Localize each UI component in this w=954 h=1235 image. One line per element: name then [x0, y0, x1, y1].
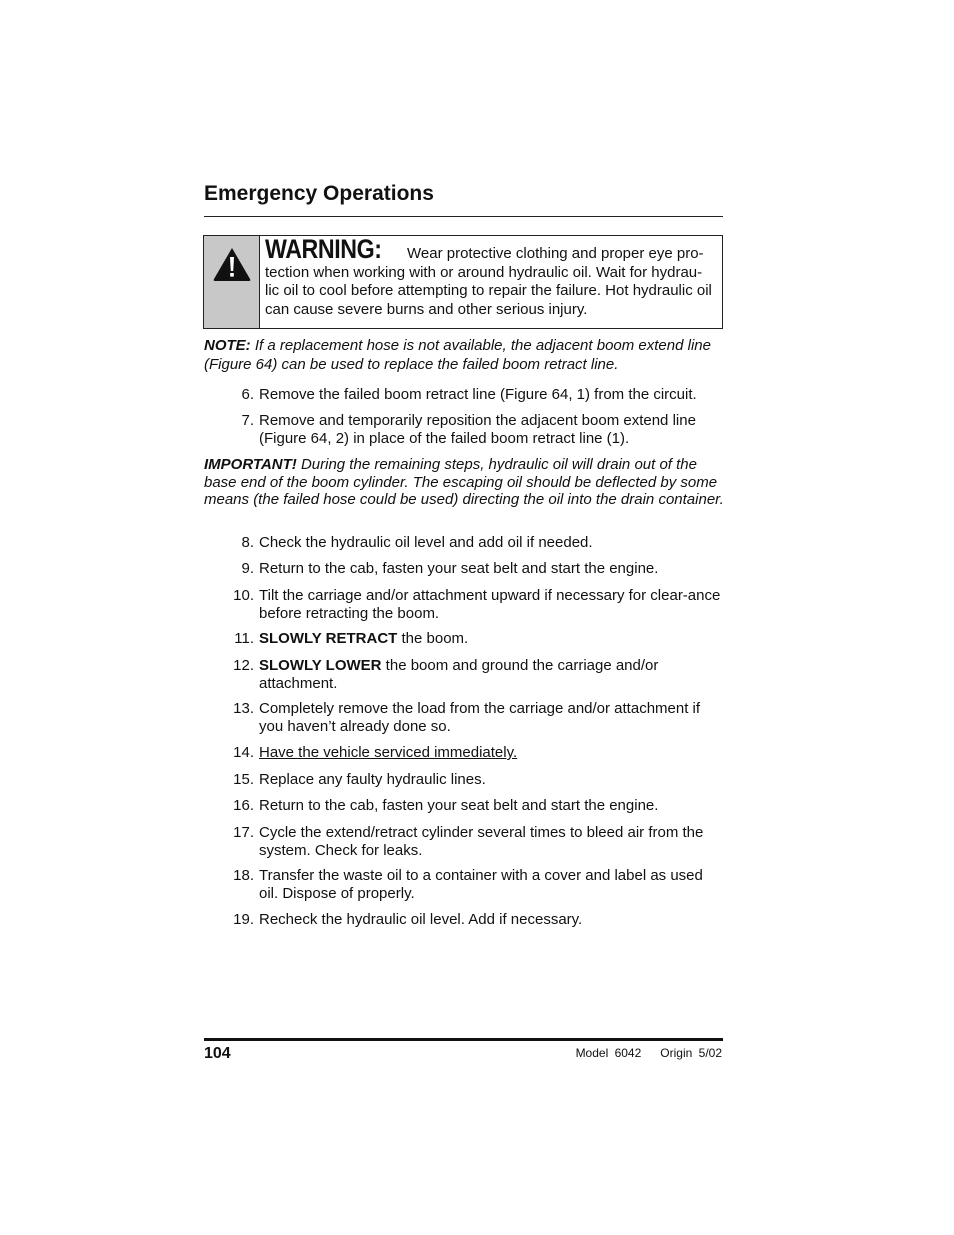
step-item [204, 744, 724, 762]
step-item [204, 797, 724, 815]
step-text: Tilt the carriage and/or attachment upward if necessary for clear-ance before retracting the boom. [259, 587, 721, 622]
title-divider [204, 216, 723, 217]
step-text: Cycle the extend/retract cylinder several times to bleed air from the system. Check for leaks. [259, 824, 704, 859]
step-item [204, 630, 724, 648]
step-item [204, 771, 724, 789]
step-item [204, 700, 724, 735]
warning-body-first: Wear protective clothing and proper eye pro- [407, 245, 704, 262]
step-text: Replace any faulty hydraulic lines. [259, 771, 486, 788]
warning-text [260, 236, 722, 328]
step-number: 7. [241, 412, 254, 429]
step-item [204, 867, 724, 902]
step-text [259, 657, 724, 692]
step-number: 19. [233, 911, 254, 928]
step-text [259, 630, 724, 648]
step-number: 18. [233, 867, 254, 884]
step-number: 15. [233, 771, 254, 788]
step-item [204, 412, 724, 447]
step-item [204, 587, 724, 622]
step-text: Remove the failed boom retract line (Figure 64, 1) from the circuit. [259, 386, 697, 403]
step-number: 13. [233, 700, 254, 717]
warning-body-rest: tection when working with or around hydraulic oil. Wait for hydrau-lic oil to cool before attempting to repair the failure. Hot hydraulic oil can cause severe burns and other serious injury. [265, 263, 712, 318]
step-emphasis: SLOWLY RETRACT [259, 630, 398, 647]
note-lead: NOTE: [204, 337, 251, 354]
section-title: Emergency Operations [204, 182, 434, 205]
step-number: 8. [241, 534, 254, 551]
step-text: Transfer the waste oil to a container with a cover and label as used oil. Dispose of properly. [259, 867, 703, 902]
footer-origin: Origin 5/02 [660, 1046, 722, 1060]
note-text: If a replacement hose is not available, the adjacent boom extend line (Figure 64) can be used to replace the failed boom retract line. [204, 337, 711, 373]
step-number: 16. [233, 797, 254, 814]
step-item [204, 534, 724, 552]
step-text: Return to the cab, fasten your seat belt and start the engine. [259, 797, 659, 814]
step-number: 14. [233, 744, 254, 761]
step-number: 11. [234, 630, 254, 647]
step-text-rest: the boom. [397, 630, 469, 647]
step-number: 6. [241, 386, 254, 403]
warning-box [203, 235, 723, 329]
important-paragraph [204, 456, 724, 509]
step-text [259, 744, 724, 762]
warning-triangle-icon [212, 246, 252, 282]
step-underlined-text: Have the vehicle serviced immediately. [259, 744, 518, 761]
step-item [204, 824, 724, 859]
footer-model-origin [576, 1046, 722, 1060]
step-item [204, 657, 724, 692]
step-item [204, 560, 724, 578]
step-emphasis: SLOWLY LOWER [259, 657, 382, 674]
important-lead: IMPORTANT! [204, 456, 297, 473]
step-item [204, 911, 724, 929]
step-number: 12. [233, 657, 254, 674]
note-paragraph [204, 336, 724, 374]
warning-icon-column [204, 236, 260, 328]
step-text: Check the hydraulic oil level and add oil if needed. [259, 534, 593, 551]
step-text-rest: the boom and ground the carriage and/or attachment. [259, 657, 659, 692]
step-number: 10. [233, 587, 254, 604]
footer-model: Model 6042 [575, 1046, 642, 1060]
page-number: 104 [204, 1045, 231, 1062]
step-item [204, 386, 724, 404]
warning-label: WARNING: [265, 234, 382, 264]
step-number: 17. [233, 824, 254, 841]
step-text: Completely remove the load from the carriage and/or attachment if you haven’t already done so. [259, 700, 701, 735]
step-text: Recheck the hydraulic oil level. Add if necessary. [259, 911, 583, 928]
footer-divider [204, 1038, 723, 1041]
step-number: 9. [241, 560, 254, 577]
step-text: Return to the cab, fasten your seat belt and start the engine. [259, 560, 659, 577]
important-text: During the remaining steps, hydraulic oil will drain out of the base end of the boom cylinder. The escaping oil should be deflected by some means (the failed hose could be used) directing the oil into the drain container. [204, 456, 724, 508]
step-text: Remove and temporarily reposition the adjacent boom extend line (Figure 64, 2) in place of the failed boom retract line (1). [259, 412, 696, 447]
